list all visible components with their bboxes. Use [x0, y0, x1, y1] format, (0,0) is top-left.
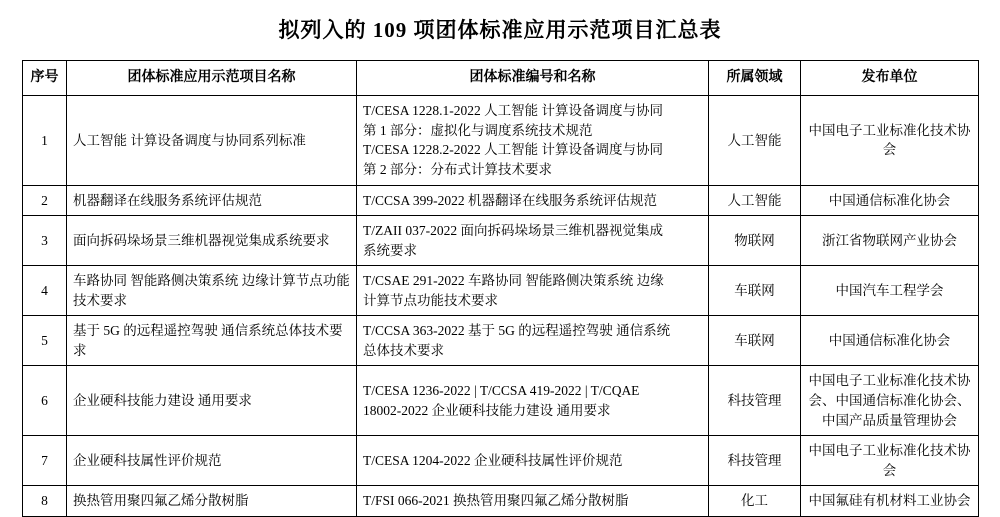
cell-field: 科技管理: [709, 366, 801, 436]
cell-standard-code: [357, 366, 709, 436]
column-header-field: 所属领域: [709, 61, 801, 96]
cell-publisher: 中国电子工业标准化技术协会: [801, 96, 979, 185]
column-header-publisher: 发布单位: [801, 61, 979, 96]
code-line: 系统要求: [363, 242, 417, 258]
cell-index: 3: [23, 216, 67, 266]
cell-project-name: 基于 5G 的远程遥控驾驶 通信系统总体技术要求: [67, 316, 357, 366]
code-line: 第 2 部分：分布式计算技术要求: [363, 161, 552, 177]
standards-summary-table: [22, 60, 979, 517]
cell-index: 8: [23, 486, 67, 517]
code-line: T/CCSA 399-2022 机器翻译在线服务系统评估规范: [363, 192, 658, 208]
cell-index: 2: [23, 185, 67, 216]
code-line: T/CESA 1236-2022 | T/CCSA 419-2022 | T/CQAE: [363, 383, 640, 399]
cell-project-name: 面向拆码垛场景三维机器视觉集成系统要求: [67, 216, 357, 266]
cell-field: 人工智能: [709, 185, 801, 216]
cell-publisher: 中国电子工业标准化技术协会: [801, 436, 979, 486]
cell-index: 4: [23, 266, 67, 316]
table-container: [0, 60, 1000, 517]
table-row: [23, 266, 979, 316]
cell-index: 5: [23, 316, 67, 366]
table-row: [23, 366, 979, 436]
code-line: T/CESA 1204-2022 企业硬科技属性评价规范: [363, 452, 623, 468]
cell-publisher: 中国氟硅有机材料工业协会: [801, 486, 979, 517]
column-header-index: 序号: [23, 61, 67, 96]
cell-index: 1: [23, 96, 67, 185]
code-line: 第 1 部分：虚拟化与调度系统技术规范: [363, 122, 593, 138]
table-row: [23, 216, 979, 266]
code-line: 计算节点功能技术要求: [363, 292, 498, 308]
cell-standard-code: [357, 216, 709, 266]
cell-publisher: 中国通信标准化协会: [801, 316, 979, 366]
table-row: [23, 486, 979, 517]
column-header-project-name: 团体标准应用示范项目名称: [67, 61, 357, 96]
table-row: [23, 436, 979, 486]
cell-standard-code: [357, 436, 709, 486]
cell-publisher: 中国汽车工程学会: [801, 266, 979, 316]
cell-project-name: 人工智能 计算设备调度与协同系列标准: [67, 96, 357, 185]
code-line: T/FSI 066-2021 换热管用聚四氟乙烯分散树脂: [363, 493, 629, 509]
cell-project-name: 企业硬科技能力建设 通用要求: [67, 366, 357, 436]
cell-field: 物联网: [709, 216, 801, 266]
cell-project-name: 换热管用聚四氟乙烯分散树脂: [67, 486, 357, 517]
code-line: T/CESA 1228.2-2022 人工智能 计算设备调度与协同: [363, 142, 664, 158]
cell-standard-code: [357, 486, 709, 517]
cell-field: 车联网: [709, 316, 801, 366]
cell-standard-code: [357, 185, 709, 216]
column-header-standard-code: 团体标准编号和名称: [357, 61, 709, 96]
cell-index: 6: [23, 366, 67, 436]
code-line: 总体技术要求: [363, 342, 444, 358]
cell-project-name: 企业硬科技属性评价规范: [67, 436, 357, 486]
cell-field: 化工: [709, 486, 801, 517]
table-header-row: [23, 61, 979, 96]
cell-publisher: 中国电子工业标准化技术协会、中国通信标准化协会、中国产品质量管理协会: [801, 366, 979, 436]
cell-index: 7: [23, 436, 67, 486]
table-row: [23, 316, 979, 366]
cell-project-name: 机器翻译在线服务系统评估规范: [67, 185, 357, 216]
page-title: 拟列入的 109 项团体标准应用示范项目汇总表: [278, 18, 722, 42]
code-line: T/CSAE 291-2022 车路协同 智能路侧决策系统 边缘: [363, 273, 664, 289]
cell-standard-code: [357, 316, 709, 366]
cell-field: 人工智能: [709, 96, 801, 185]
cell-project-name: 车路协同 智能路侧决策系统 边缘计算节点功能技术要求: [67, 266, 357, 316]
cell-publisher: 中国通信标准化协会: [801, 185, 979, 216]
cell-field: 车联网: [709, 266, 801, 316]
cell-field: 科技管理: [709, 436, 801, 486]
table-header: [23, 61, 979, 96]
cell-publisher: 浙江省物联网产业协会: [801, 216, 979, 266]
cell-standard-code: [357, 96, 709, 185]
table-row: [23, 96, 979, 185]
code-line: T/ZAII 037-2022 面向拆码垛场景三维机器视觉集成: [363, 223, 663, 239]
table-body: [23, 96, 979, 517]
code-line: T/CCSA 363-2022 基于 5G 的远程遥控驾驶 通信系统: [363, 323, 671, 339]
code-line: 18002-2022 企业硬科技能力建设 通用要求: [363, 402, 611, 418]
table-row: [23, 185, 979, 216]
code-line: T/CESA 1228.1-2022 人工智能 计算设备调度与协同: [363, 103, 664, 119]
cell-standard-code: [357, 266, 709, 316]
